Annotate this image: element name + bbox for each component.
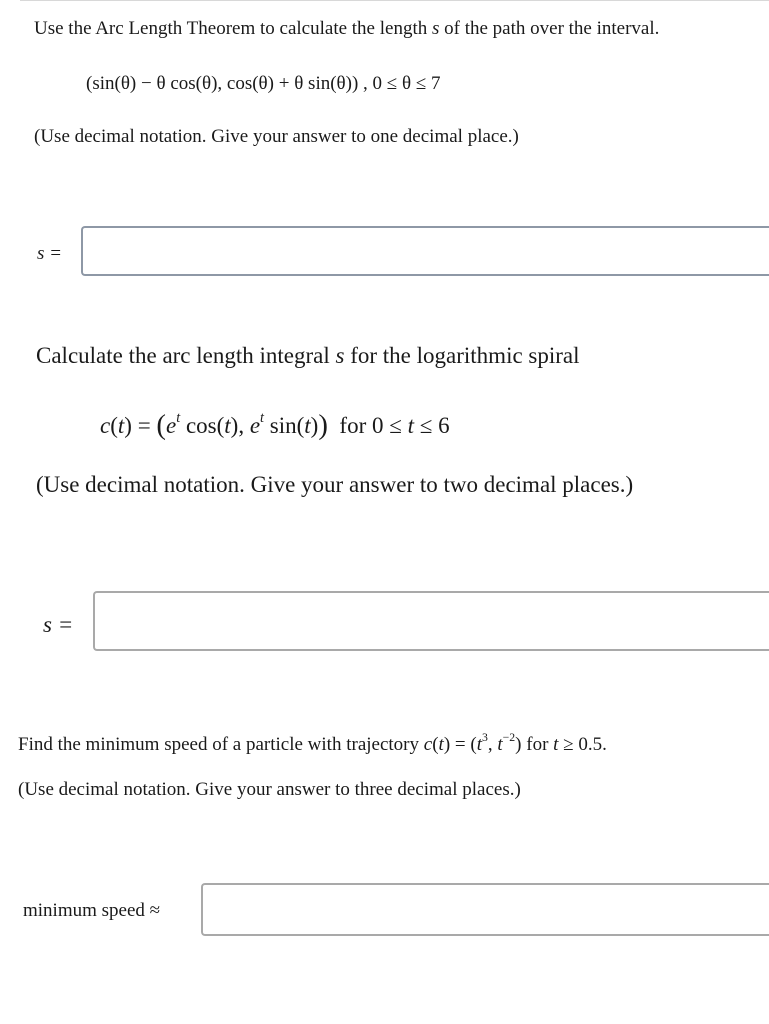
top-divider [20, 0, 769, 1]
problem3-instruction: Find the minimum speed of a particle with trajectory $c(t) = (t^3$, $t^{-2}$) for t ≥ 0.5. [18, 730, 607, 755]
problem3-note: (Use decimal notation. Give your answer to three decimal places.) [18, 779, 521, 800]
problem2-answer-input[interactable] [93, 591, 769, 651]
problem1-formula: (sin(θ) − θ cos(θ), cos(θ) + θ sin(θ)) , 0 ≤ θ ≤ 7 [86, 73, 441, 94]
problem3-answer-label: minimum speed ≈ [23, 900, 161, 921]
problem3-answer-input[interactable] [201, 883, 769, 936]
problem1-note: (Use decimal notation. Give your answer to one decimal place.) [34, 126, 519, 147]
problem2-answer-label: s = [43, 612, 74, 637]
problem2-instruction: Calculate the arc length integral s for the logarithmic spiral [36, 343, 580, 368]
problem2-note: (Use decimal notation. Give your answer to two decimal places.) [36, 472, 634, 497]
problem2-formula: $c(t) = (e^t$ cos(t), $e^t$ sin(t)) for 0 ≤ t ≤ 6 [100, 409, 450, 442]
problem1-answer-input[interactable] [81, 226, 769, 276]
problem1-instruction: Use the Arc Length Theorem to calculate the length s of the path over the interval. [34, 18, 660, 39]
problem1-answer-label: s = [37, 243, 62, 264]
